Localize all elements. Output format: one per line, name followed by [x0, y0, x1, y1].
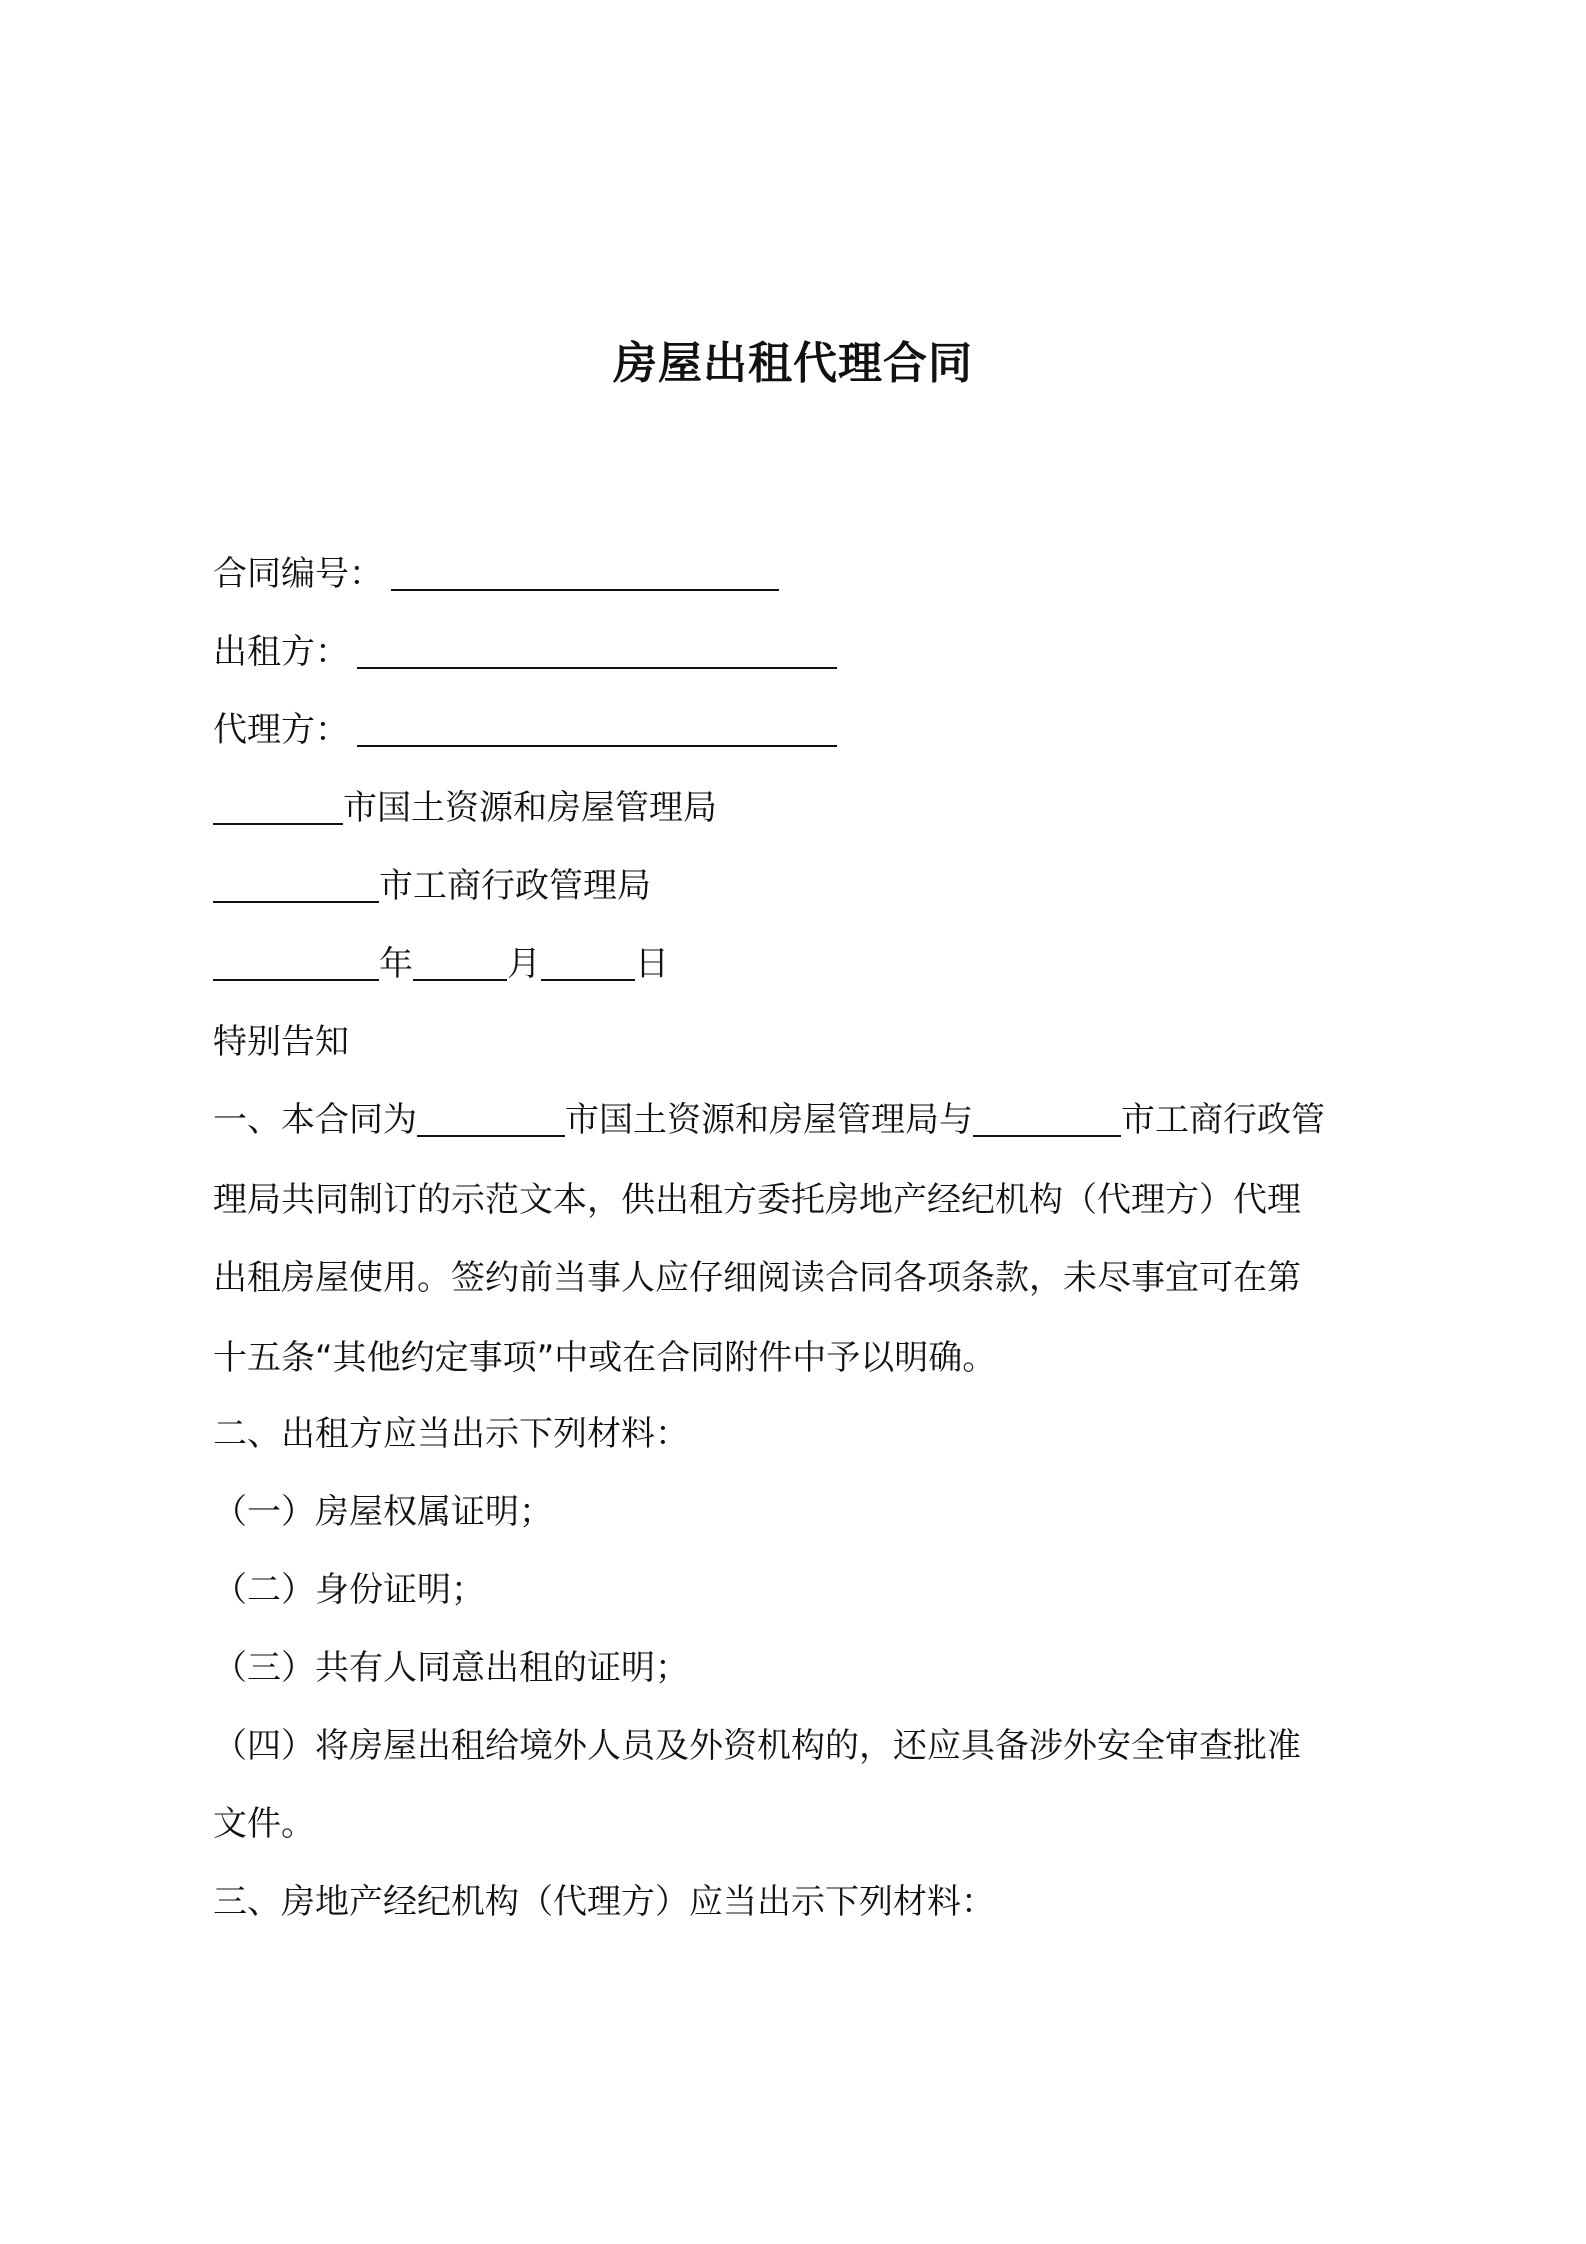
- clause1-part1: 一、本合同为: [213, 1100, 417, 1140]
- contract-number-label: 合同编号：: [213, 554, 383, 594]
- clause2-item4: （四）将房屋出租给境外人员及外资机构的，还应具备涉外安全审查批准: [213, 1726, 1301, 1766]
- clause3-heading: 三、房地产经纪机构（代理方）应当出示下列材料：: [213, 1882, 995, 1922]
- lessor-label: 出租方：: [213, 632, 349, 672]
- agent-label: 代理方：: [213, 710, 349, 750]
- clause1-line4: 十五条“其他约定事项”中或在合同附件中予以明确。: [213, 1338, 997, 1378]
- clause2-item1: （一）房屋权属证明；: [213, 1492, 553, 1532]
- clause2-item3: （三）共有人同意出租的证明；: [213, 1648, 689, 1688]
- date-row: [213, 942, 669, 986]
- day-label: 日: [635, 944, 669, 984]
- commerce-bureau-label: 市工商行政管理局: [379, 866, 651, 906]
- commerce-bureau-city-blank: [213, 867, 379, 903]
- document-title: 房屋出租代理合同: [613, 338, 973, 389]
- year-label: 年: [379, 944, 413, 984]
- clause1-land-city-blank: [417, 1101, 565, 1137]
- contract-number-row: [213, 552, 779, 596]
- land-bureau-label: 市国土资源和房屋管理局: [343, 788, 717, 828]
- lessor-blank: [357, 633, 837, 669]
- clause1-commerce-city-blank: [973, 1101, 1121, 1137]
- year-blank: [213, 945, 379, 981]
- clause1-line1: [213, 1098, 1325, 1142]
- clause1-line2: 理局共同制订的示范文本，供出租方委托房地产经纪机构（代理方）代理: [213, 1180, 1301, 1220]
- contract-number-blank: [391, 555, 779, 591]
- month-label: 月: [507, 944, 541, 984]
- lessor-row: [213, 630, 837, 674]
- clause2-heading: 二、出租方应当出示下列材料：: [213, 1414, 689, 1454]
- clause1-line3: 出租房屋使用。签约前当事人应仔细阅读合同各项条款，未尽事宜可在第: [213, 1258, 1301, 1298]
- land-bureau-row: [213, 786, 717, 830]
- agent-row: [213, 708, 837, 752]
- agent-blank: [357, 711, 837, 747]
- commerce-bureau-row: [213, 864, 651, 908]
- clause2-item4-continued: 文件。: [213, 1804, 315, 1844]
- clause1-part3: 市工商行政管: [1121, 1100, 1325, 1140]
- clause1-part2: 市国土资源和房屋管理局与: [565, 1100, 973, 1140]
- month-blank: [413, 945, 507, 981]
- clause2-item2: （二）身份证明；: [213, 1570, 485, 1610]
- day-blank: [541, 945, 635, 981]
- land-bureau-city-blank: [213, 789, 343, 825]
- notice-heading: 特别告知: [213, 1022, 349, 1062]
